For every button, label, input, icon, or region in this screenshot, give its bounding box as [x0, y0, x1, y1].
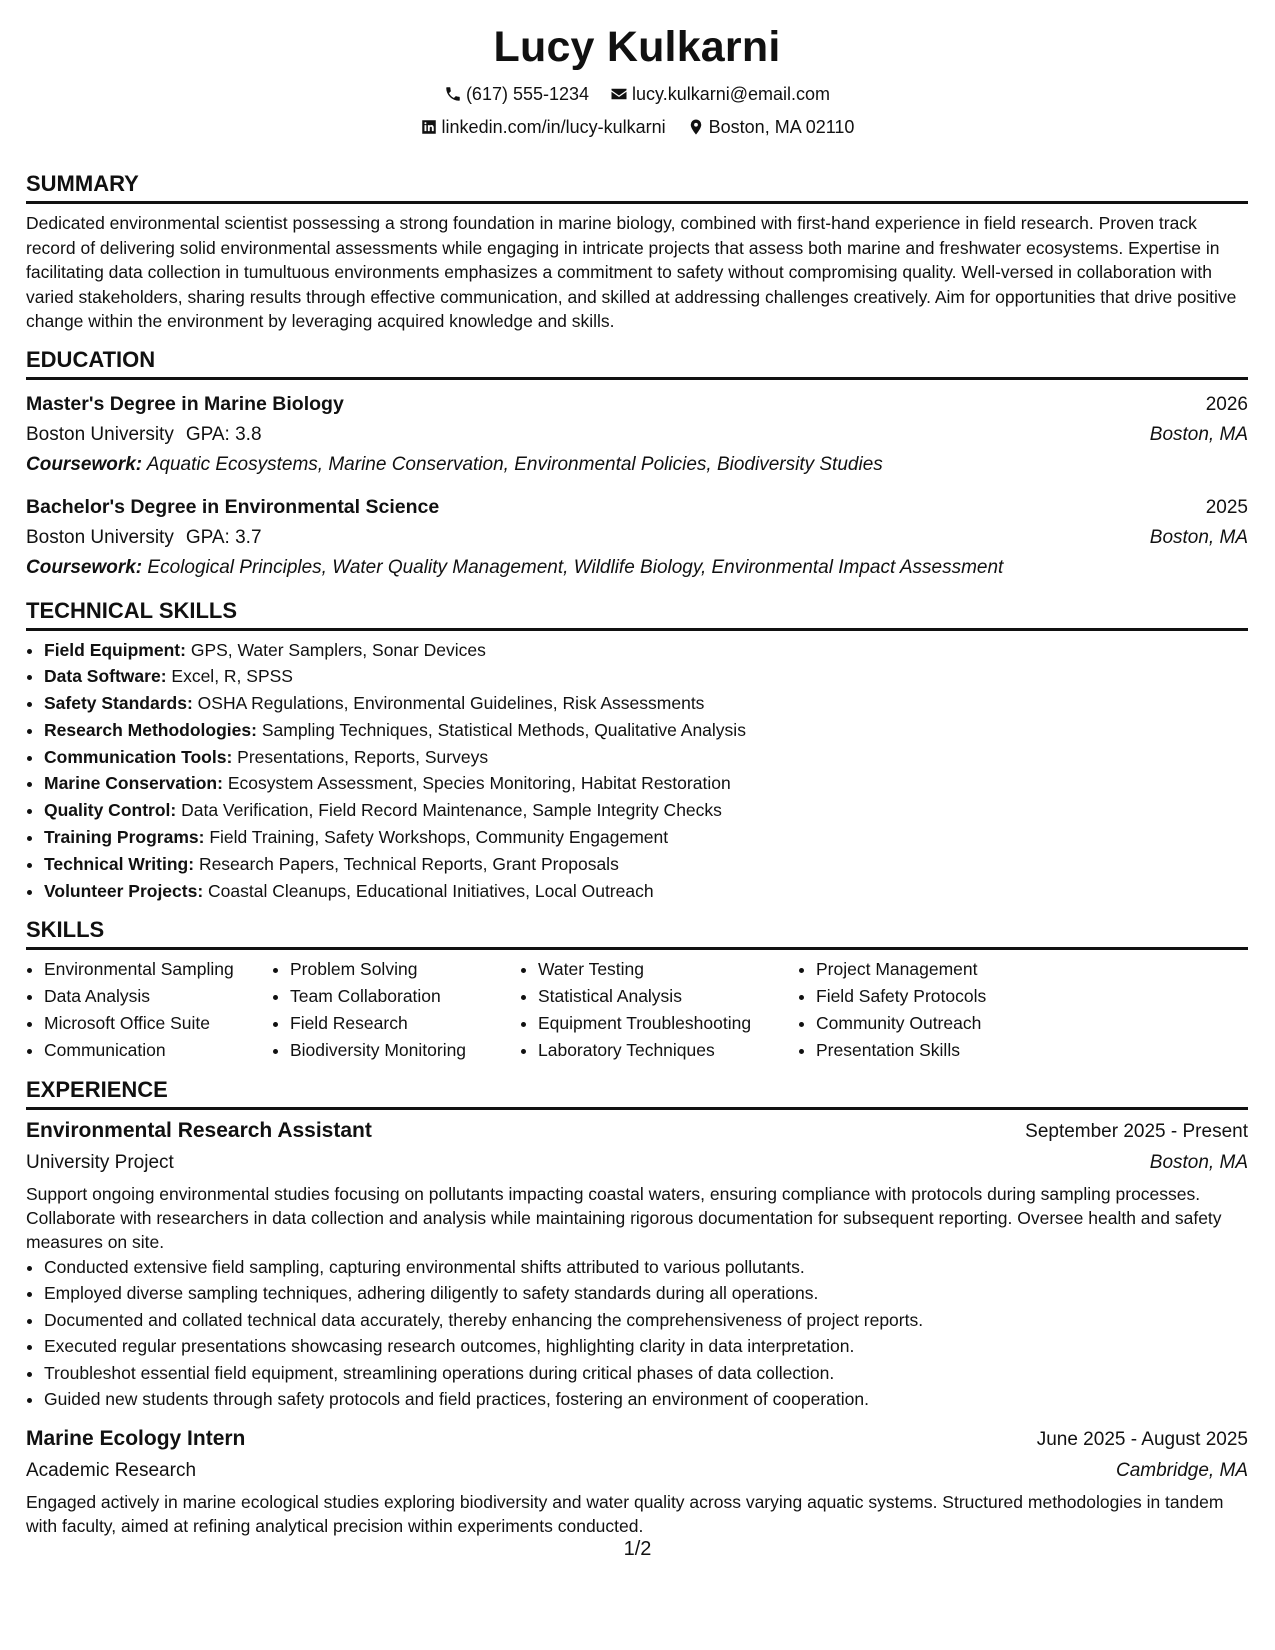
list-item: • Team Collaboration [290, 983, 520, 1010]
job-bullets [26, 1254, 1248, 1413]
page-number: 1/2 [623, 1538, 652, 1560]
email-contact[interactable] [610, 78, 830, 110]
experience-heading: EXPERIENCE [26, 1076, 1248, 1110]
skill-category: Technical Writing: [44, 853, 195, 874]
coursework [26, 553, 1248, 583]
school-location: Boston, MA [1149, 526, 1248, 548]
graduation-year: 2026 [1205, 393, 1248, 415]
job-title: Environmental Research Assistant [26, 1118, 372, 1142]
skill-category: Communication Tools: [44, 746, 233, 767]
skill-values: Data Verification, Field Record Maintenance, Sample Integrity Checks [181, 800, 722, 821]
list-item [44, 663, 1248, 690]
gpa: GPA: 3.7 [185, 526, 262, 548]
job-description: Engaged actively in marine ecological studies exploring biodiversity and water quality across varying aquatic systems. Structured methodologies in tandem with faculty, aimed at refining analytical precision within experiments conducted. [26, 1491, 1224, 1536]
contact-line-1 [26, 78, 1248, 113]
list-item: • Communication [44, 1037, 272, 1064]
list-item: • Executed regular presentations showcasing research outcomes, highlighting clarity in data interpretation. [44, 1333, 1248, 1360]
skill-category: Safety Standards: [44, 693, 193, 714]
job-location: Boston, MA [1149, 1151, 1248, 1173]
job-organization: Academic Research [26, 1459, 197, 1481]
coursework-list: Ecological Principles, Water Quality Management, Wildlife Biology, Environmental Impact Assessment [147, 556, 1004, 578]
graduation-year: 2025 [1205, 496, 1248, 518]
skills-column [272, 956, 520, 1063]
envelope-icon [610, 85, 628, 103]
list-item: • Documented and collated technical data accurately, thereby enhancing the comprehensiveness of project reports. [44, 1307, 1248, 1334]
coursework-label: Coursework: [26, 453, 143, 475]
job-organization: University Project [26, 1151, 174, 1173]
location-contact [687, 111, 855, 143]
contact-line-2 [26, 111, 1248, 146]
list-item [44, 744, 1248, 771]
skill-category: Quality Control: [44, 800, 177, 821]
list-item: • Data Analysis [44, 983, 272, 1010]
education-heading: EDUCATION [26, 346, 1248, 380]
list-item [44, 690, 1248, 717]
phone-icon [444, 85, 462, 103]
list-item [44, 878, 1248, 905]
coursework [26, 450, 1248, 480]
list-item [44, 797, 1248, 824]
list-item [44, 824, 1248, 851]
technical-skills-heading: TECHNICAL SKILLS [26, 597, 1248, 631]
list-item: • Biodiversity Monitoring [290, 1037, 520, 1064]
coursework-label: Coursework: [26, 556, 143, 578]
list-item: • Laboratory Techniques [538, 1037, 798, 1064]
skill-category: Data Software: [44, 666, 167, 687]
job-dates: September 2025 - Present [1025, 1120, 1248, 1142]
education-entry [26, 492, 1248, 583]
coursework-list: Aquatic Ecosystems, Marine Conservation, Environmental Policies, Biodiversity Studies [146, 453, 883, 475]
linkedin-text[interactable]: linkedin.com/in/lucy-kulkarni [441, 117, 666, 137]
list-item: • Conducted extensive field sampling, capturing environmental shifts attributed to various pollutants. [44, 1254, 1248, 1281]
list-item: • Community Outreach [816, 1010, 986, 1037]
list-item: • Microsoft Office Suite [44, 1010, 272, 1037]
job-description: Support ongoing environmental studies focusing on pollutants impacting coastal waters, ensuring compliance with protocols during sampling processes. Collaborate with researchers in data collection and analysis while maintaining rigorous documentation for subsequent reporting. Oversee health and safety measures on site. [26, 1183, 1222, 1252]
skills-column [26, 956, 272, 1063]
skill-values: Excel, R, SPSS [171, 666, 293, 687]
phone-text: (617) 555-1234 [465, 84, 590, 104]
degree-title: Master's Degree in Marine Biology [26, 392, 344, 415]
school-name-row [26, 420, 262, 450]
school-name-row [26, 523, 262, 553]
skills-heading: SKILLS [26, 916, 1248, 950]
skill-values: Ecosystem Assessment, Species Monitoring, Habitat Restoration [227, 773, 731, 794]
technical-skills-list [26, 637, 1248, 905]
school-name: Boston University [26, 423, 174, 445]
phone-contact [444, 78, 589, 110]
skill-category: Field Equipment: [44, 639, 186, 660]
candidate-name: Lucy Kulkarni [493, 23, 781, 71]
education-entry [26, 389, 1248, 480]
job-entry [26, 1115, 1248, 1413]
skill-category: Marine Conservation: [44, 773, 223, 794]
list-item: • Statistical Analysis [538, 983, 798, 1010]
job-dates: June 2025 - August 2025 [1036, 1428, 1248, 1450]
skill-values: Coastal Cleanups, Educational Initiatives, Local Outreach [208, 880, 654, 901]
skills-column [520, 956, 798, 1063]
list-item: • Water Testing [538, 956, 798, 983]
skill-values: Research Papers, Technical Reports, Grant Proposals [198, 853, 619, 874]
email-text[interactable]: lucy.kulkarni@email.com [632, 84, 831, 104]
list-item: • Guided new students through safety protocols and field practices, fostering an environment of cooperation. [44, 1386, 1248, 1413]
skill-category: Training Programs: [44, 827, 205, 848]
list-item [44, 851, 1248, 878]
list-item: • Environmental Sampling [44, 956, 272, 983]
school-location: Boston, MA [1149, 423, 1248, 445]
job-location: Cambridge, MA [1116, 1459, 1248, 1481]
skill-values: GPS, Water Samplers, Sonar Devices [190, 639, 486, 660]
job-entry [26, 1423, 1248, 1538]
list-item: • Field Research [290, 1010, 520, 1037]
skill-values: Presentations, Reports, Surveys [237, 746, 489, 767]
skills-grid [26, 956, 1248, 1063]
list-item: • Project Management [816, 956, 986, 983]
list-item: • Employed diverse sampling techniques, adhering diligently to safety standards during all operations. [44, 1280, 1248, 1307]
summary-heading: SUMMARY [26, 170, 1248, 204]
skill-category: Volunteer Projects: [44, 880, 204, 901]
school-name: Boston University [26, 526, 174, 548]
location-text: Boston, MA 02110 [708, 117, 855, 137]
skill-category: Research Methodologies: [44, 719, 257, 740]
list-item: • Presentation Skills [816, 1037, 986, 1064]
skills-column [798, 956, 986, 1063]
list-item [44, 770, 1248, 797]
summary-text: Dedicated environmental scientist possessing a strong foundation in marine biology, combined with first-hand experience in field research. Proven track record of delivering solid environmental assessments while engaging in intricate projects that assess both marine and freshwater ecosystems. Expertise in facilitating data collection in tumultuous environments emphasizes a commitment to safety without compromising quality. Well-versed in collaboration with varied stakeholders, sharing results through effective communication, and skilled at addressing challenges creatively. Aim for opportunities that drive positive change within the environment by leveraging acquired knowledge and skills. [26, 213, 1237, 331]
skill-values: OSHA Regulations, Environmental Guidelines, Risk Assessments [197, 693, 705, 714]
list-item: • Field Safety Protocols [816, 983, 986, 1010]
list-item [44, 637, 1248, 664]
list-item: • Troubleshot essential field equipment, streamlining operations during critical phases of data collection. [44, 1360, 1248, 1387]
list-item: • Problem Solving [290, 956, 520, 983]
job-title: Marine Ecology Intern [26, 1426, 246, 1450]
skill-values: Field Training, Safety Workshops, Community Engagement [209, 827, 669, 848]
linkedin-icon [420, 118, 438, 136]
gpa: GPA: 3.8 [185, 423, 262, 445]
map-pin-icon [687, 118, 705, 136]
skill-values: Sampling Techniques, Statistical Methods, Qualitative Analysis [261, 719, 746, 740]
linkedin-contact[interactable] [420, 111, 666, 143]
degree-title: Bachelor's Degree in Environmental Science [26, 495, 440, 518]
list-item: • Equipment Troubleshooting [538, 1010, 798, 1037]
list-item [44, 717, 1248, 744]
